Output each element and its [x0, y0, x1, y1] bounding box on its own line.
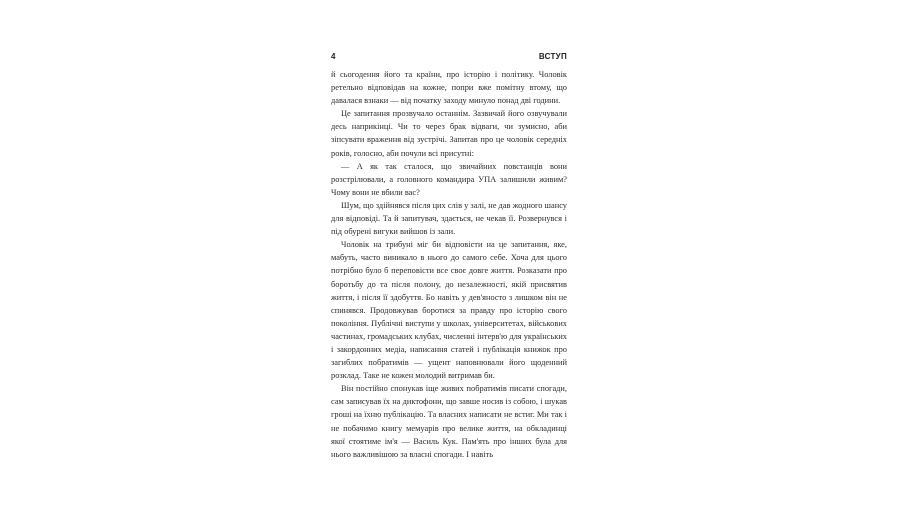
paragraph-continued: й сьогодення його та країни, про історію і політику. Чоловік ретельно відповідав на кожне, попри вже помітну втому, що давалася взнаки — від початку заходу минуло понад дві години. [331, 70, 567, 106]
page-body [331, 68, 567, 461]
paragraph: Це запитання прозвучало останнім. Зазвичай його озвучували десь наприкінці. Чи то через брак відваги, чи зумисно, аби зіпсувати враження від зустрічі. Запитав про це чоловік середніх років, голосно, аби почули всі присутні: [331, 109, 567, 158]
paragraph: Чоловік на трибуні міг би відповісти на це запитання, яке, мабуть, часто виникало в нього до самого себе. Хоча для цього потрібно було б переповісти все своє довге життя. Розказати про боротьбу до та після полону, до незалежності, якій присвятив життя, і після її здобуття. Бо навіть у дев'яносто з лишком він не спинявся. Продовжував боротися за правду про історію свого покоління. Публічні виступи у школах, університетах, військових частинах, громадських клубах, численні інтерв'ю для українських і закордонних медіа, написання статей і публікація книжок про загиблих побратимів — ущент наповнювали його щоденний розклад. Таке не кожен молодий витримав би. [331, 240, 567, 381]
book-page [331, 52, 567, 461]
paragraph: Він постійно спонукав іще живих побратимів писати спогади, сам записував їх на диктофони, що завше носив із собою, і шукав гроші на їхню публікацію. Та власних написати не встиг. Ми так і не побачимо книгу мемуарів про велике життя, на обкладинці якої стоятиме ім'я — Василь Кук. Пам'ять про інших була для нього важливішою за власні спогади. І навіть [331, 384, 567, 459]
page-number: 4 [331, 52, 336, 61]
dialogue-line: — А як так сталося, що звичайних повстанців вони розстрілювали, а головного командира УПА залишили живим? Чому вони не вбили вас? [331, 161, 567, 197]
section-title: ВСТУП [538, 52, 567, 61]
running-header [331, 52, 567, 68]
paragraph: Шум, що здійнявся після цих слів у залі, не дав жодного шансу для відповіді. Та й запитувач, здається, не чекав її. Розвернувся і під обурені вигуки вийшов із зали. [331, 200, 567, 237]
